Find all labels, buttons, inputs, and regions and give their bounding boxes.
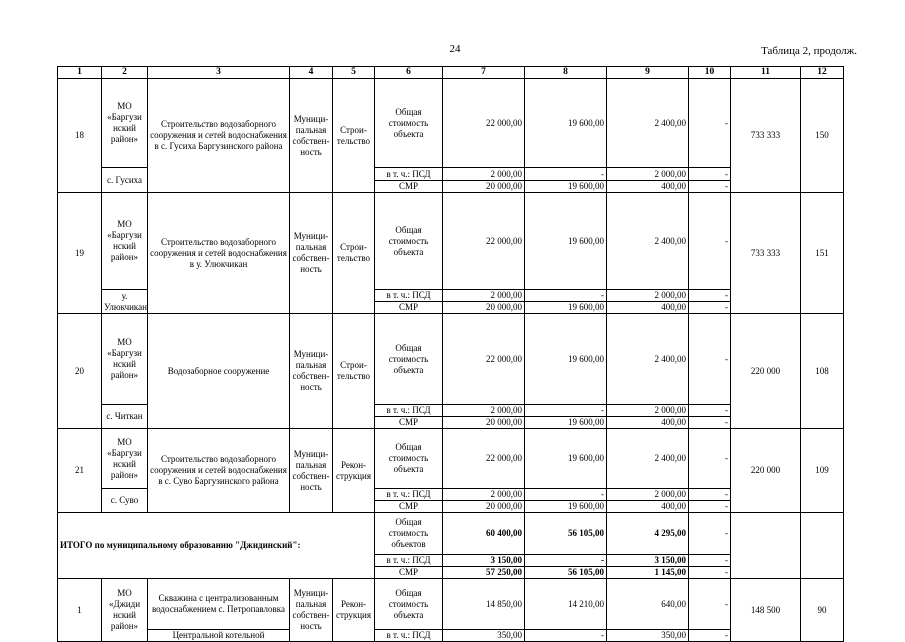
table-cell: СМР <box>375 302 443 314</box>
table-cell: Муници-пальная собствен-ность <box>290 429 333 513</box>
table-cell: Муници-пальная собствен-ность <box>290 579 333 642</box>
table-cell: 19 <box>58 193 102 314</box>
table-cell: 2 400,00 <box>607 314 689 405</box>
table-cell: 400,00 <box>607 417 689 429</box>
table-cell: - <box>689 567 731 579</box>
table-cell: 148 500 <box>731 579 801 642</box>
table-cell <box>731 513 801 579</box>
table-cell: 733 333 <box>731 193 801 314</box>
table-cell: 1 <box>58 579 102 642</box>
table-row <box>58 79 844 124</box>
table-cell: 20 000,00 <box>443 181 525 193</box>
table-cell: - <box>689 417 731 429</box>
table-cell: 20 000,00 <box>443 302 525 314</box>
table-cell: 2 000,00 <box>607 405 689 417</box>
table-cell: 2 000,00 <box>443 290 525 302</box>
table-cell: - <box>525 168 607 181</box>
itog-row <box>58 513 844 555</box>
table-cell: с. Гусиха <box>102 168 148 193</box>
table-row <box>58 579 844 630</box>
table-cell: - <box>689 501 731 513</box>
table-cell: 90 <box>801 579 844 642</box>
table-cell: Строи-тельство <box>333 193 375 314</box>
table-cell: - <box>689 630 731 642</box>
table-cell: 350,00 <box>607 630 689 642</box>
table-cell: 400,00 <box>607 501 689 513</box>
table-cell: Муници-пальная собствен-ность <box>290 314 333 429</box>
col-header: 9 <box>607 67 689 79</box>
table-cell: с. Читкан <box>102 405 148 429</box>
table-cell: - <box>525 630 607 642</box>
table-cell: 19 600,00 <box>525 429 607 489</box>
table-cell: 350,00 <box>443 630 525 642</box>
table-cell: 22 000,00 <box>443 193 525 290</box>
table-cell: СМР <box>375 417 443 429</box>
table-cell: - <box>689 79 731 168</box>
table-cell: 400,00 <box>607 302 689 314</box>
table-cell: - <box>689 405 731 417</box>
table-cell: 3 150,00 <box>443 555 525 567</box>
table-cell: МО «Баргузи нский район» <box>102 79 148 168</box>
col-header: 1 <box>58 67 102 79</box>
table-cell: у. Улюкчикан <box>102 290 148 314</box>
table-cell: Строи-тельство <box>333 79 375 193</box>
table-cell: Водозаборное сооружение <box>148 314 290 429</box>
table-cell: 22 000,00 <box>443 79 525 168</box>
table-cell: - <box>689 489 731 501</box>
table-cell: в т. ч.: ПСД <box>375 555 443 567</box>
col-header: 6 <box>375 67 443 79</box>
table-cell: МО «Джиди нский район» <box>102 579 148 642</box>
table-cell: Строительство водозаборного сооружения и сетей водоснабжения в с. Гусиха Баргузинского района <box>148 79 290 193</box>
table-cell: 22 000,00 <box>443 429 525 489</box>
table-cell: 19 600,00 <box>525 193 607 290</box>
table-cell: 400,00 <box>607 181 689 193</box>
table-cell: Строи-тельство <box>333 314 375 429</box>
table-cell: Общая стоимость объекта <box>375 79 443 168</box>
table-cell: Скважина с централизованным водоснабжением с. Петропавловка <box>148 579 290 630</box>
table-cell: Общая стоимость объекта <box>375 193 443 290</box>
table-cell: Центральной котельной <box>148 630 290 642</box>
table-cell: Муници-пальная собствен-ность <box>290 79 333 193</box>
table-cell: 19 600,00 <box>525 417 607 429</box>
table-cell: - <box>689 555 731 567</box>
table-cell: в т. ч.: ПСД <box>375 168 443 181</box>
table-cell: - <box>689 513 731 555</box>
table-cell: - <box>689 314 731 405</box>
table-cell: 150 <box>801 79 844 193</box>
table-cell: 56 105,00 <box>525 513 607 555</box>
table-cell: 14 210,00 <box>525 579 607 630</box>
table-cell: Общая стоимость объекта <box>375 579 443 630</box>
table-cell: с. Суво <box>102 489 148 513</box>
table-cell: 60 400,00 <box>443 513 525 555</box>
table-cell: СМР <box>375 567 443 579</box>
col-header: 3 <box>148 67 290 79</box>
table-cell: 108 <box>801 314 844 429</box>
col-header: 2 <box>102 67 148 79</box>
page-number: 24 <box>449 43 461 55</box>
table-cell: Муници-пальная собствен-ность <box>290 193 333 314</box>
table-row <box>58 193 844 243</box>
col-header: 11 <box>731 67 801 79</box>
table-cell: МО «Баргузи нский район» <box>102 314 148 405</box>
table-cell: 20 <box>58 314 102 429</box>
table-cell: 20 000,00 <box>443 417 525 429</box>
table-cell: в т. ч.: ПСД <box>375 290 443 302</box>
table-cell: 2 400,00 <box>607 79 689 168</box>
table-cell: - <box>525 489 607 501</box>
table-cell: 4 295,00 <box>607 513 689 555</box>
table-cell: 19 600,00 <box>525 314 607 405</box>
table-cell: в т. ч.: ПСД <box>375 630 443 642</box>
table-cell: 21 <box>58 429 102 513</box>
table-cell: 2 400,00 <box>607 429 689 489</box>
table-cell: Строительство водозаборного сооружения и сетей водоснабжения в у. Улюкчикан <box>148 193 290 314</box>
table-caption: Таблица 2, продолж. <box>761 45 857 57</box>
table-cell: 19 600,00 <box>525 302 607 314</box>
table-cell: 56 105,00 <box>525 567 607 579</box>
col-header: 7 <box>443 67 525 79</box>
table-cell: - <box>689 290 731 302</box>
table-cell: Общая стоимость объекта <box>375 429 443 489</box>
table-cell: 220 000 <box>731 314 801 429</box>
table-cell: Строительство водозаборного сооружения и сетей водоснабжения в с. Суво Баргузинского района <box>148 429 290 513</box>
table-cell: 733 333 <box>731 79 801 193</box>
table-cell: Рекон-струкция <box>333 579 375 642</box>
table-row <box>58 314 844 359</box>
table-cell: 19 600,00 <box>525 501 607 513</box>
table-cell: МО «Баргузи нский район» <box>102 193 148 290</box>
table-cell: 57 250,00 <box>443 567 525 579</box>
table-cell: - <box>689 429 731 489</box>
col-header: 10 <box>689 67 731 79</box>
table-cell: 2 000,00 <box>607 168 689 181</box>
table-cell <box>801 513 844 579</box>
table-cell: 2 000,00 <box>607 489 689 501</box>
table-cell: 109 <box>801 429 844 513</box>
table-cell: - <box>525 405 607 417</box>
table-cell: 220 000 <box>731 429 801 513</box>
data-table <box>57 66 844 642</box>
table-cell: - <box>525 290 607 302</box>
col-header: 12 <box>801 67 844 79</box>
table-cell: МО «Баргузи нский район» <box>102 429 148 489</box>
table-cell: 18 <box>58 79 102 193</box>
table-cell: - <box>689 302 731 314</box>
table-cell: - <box>689 168 731 181</box>
itog-label: ИТОГО по муниципальному образованию "Джидинский": <box>58 513 375 579</box>
table-cell: 2 000,00 <box>443 405 525 417</box>
table-cell: в т. ч.: ПСД <box>375 405 443 417</box>
table-cell: Общая стоимость объектов <box>375 513 443 555</box>
table-cell: 3 150,00 <box>607 555 689 567</box>
table-cell: - <box>689 181 731 193</box>
col-header: 5 <box>333 67 375 79</box>
table-cell: СМР <box>375 181 443 193</box>
header-row <box>58 67 844 79</box>
col-header: 8 <box>525 67 607 79</box>
table-cell: Общая стоимость объекта <box>375 314 443 405</box>
table-cell: 22 000,00 <box>443 314 525 405</box>
table-cell: 2 400,00 <box>607 193 689 290</box>
table-cell: в т. ч.: ПСД <box>375 489 443 501</box>
col-header: 4 <box>290 67 333 79</box>
table-cell: 640,00 <box>607 579 689 630</box>
table-cell: СМР <box>375 501 443 513</box>
table-cell: - <box>689 579 731 630</box>
table-cell: 19 600,00 <box>525 181 607 193</box>
table-cell: 1 145,00 <box>607 567 689 579</box>
table-cell: Рекон-струкция <box>333 429 375 513</box>
table-cell: 20 000,00 <box>443 501 525 513</box>
table-cell: 2 000,00 <box>607 290 689 302</box>
table-cell: 19 600,00 <box>525 79 607 168</box>
table-cell: 2 000,00 <box>443 489 525 501</box>
table-cell: 14 850,00 <box>443 579 525 630</box>
table-cell: 151 <box>801 193 844 314</box>
table-row <box>58 429 844 473</box>
table-cell: - <box>525 555 607 567</box>
table-cell: - <box>689 193 731 290</box>
table-cell: 2 000,00 <box>443 168 525 181</box>
